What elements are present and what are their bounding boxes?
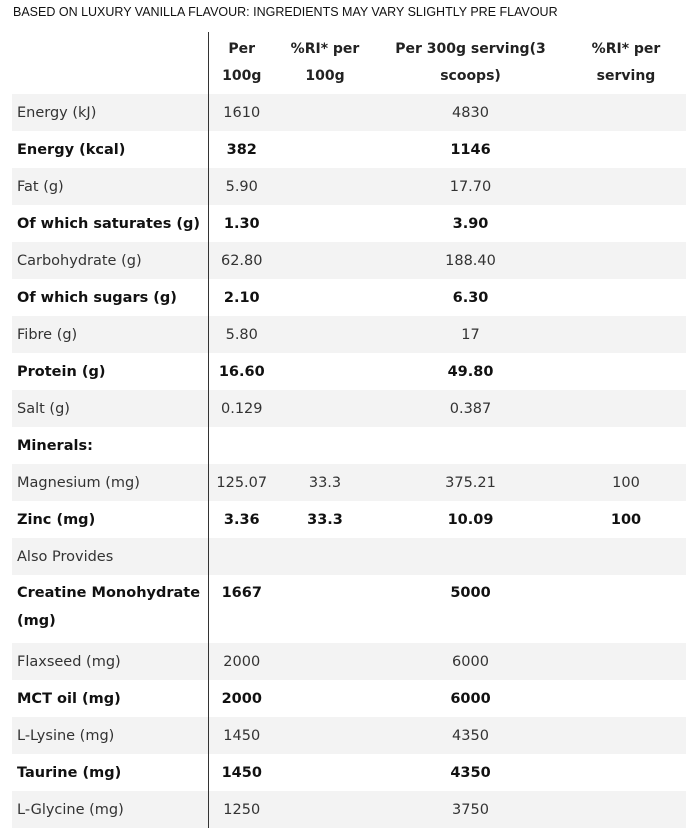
ri-per-100g	[275, 316, 375, 353]
nutrient-name: Taurine (mg)	[17, 764, 122, 781]
value-per-serving: 5000	[450, 585, 491, 601]
table-row	[12, 575, 686, 643]
table-row	[12, 94, 686, 131]
table-row	[12, 168, 686, 205]
table-row	[12, 754, 686, 791]
value-per-serving: 17.70	[375, 168, 566, 205]
header-ri-per-100g: %RI* per 100g	[290, 41, 360, 84]
ri-per-serving	[566, 168, 686, 205]
ri-per-serving	[566, 131, 686, 168]
flavour-note: BASED ON LUXURY VANILLA FLAVOUR: INGREDIENTS MAY VARY SLIGHTLY PRE FLAVOUR	[13, 5, 558, 19]
value-per-serving: 4350	[375, 717, 566, 754]
table-row	[12, 316, 686, 353]
nutrient-name: Minerals:	[17, 437, 93, 454]
value-per-100g	[208, 427, 275, 464]
ri-per-serving	[566, 390, 686, 427]
value-per-100g: 1250	[208, 791, 275, 828]
value-per-serving: 17	[375, 316, 566, 353]
value-per-serving: 1146	[450, 141, 491, 158]
header-ri-per-serving: %RI* per serving	[591, 41, 661, 84]
table-row	[12, 680, 686, 717]
nutrition-table	[12, 32, 686, 828]
ri-per-100g	[275, 94, 375, 131]
nutrient-name: Magnesium (mg)	[12, 464, 208, 501]
ri-per-100g	[275, 131, 375, 168]
value-per-100g: 3.36	[208, 501, 275, 538]
table-row	[12, 501, 686, 538]
ri-per-serving	[566, 316, 686, 353]
value-per-100g: 5.90	[208, 168, 275, 205]
value-per-serving: 4830	[375, 94, 566, 131]
ri-per-100g	[275, 791, 375, 828]
header-row	[12, 32, 686, 94]
ri-per-100g: 33.3	[307, 511, 343, 528]
ri-per-100g	[275, 680, 375, 717]
ri-per-serving	[566, 427, 686, 464]
ri-per-100g	[275, 390, 375, 427]
ri-per-100g	[275, 754, 375, 791]
value-per-100g: 125.07	[208, 464, 275, 501]
value-per-100g: 2000	[208, 643, 275, 680]
table-row	[12, 717, 686, 754]
table-row	[12, 538, 686, 575]
value-per-100g	[208, 538, 275, 575]
value-per-100g: 1610	[208, 94, 275, 131]
ri-per-100g	[275, 279, 375, 316]
nutrient-name: Zinc (mg)	[17, 511, 96, 528]
ri-per-serving: 100	[566, 464, 686, 501]
value-per-100g: 1450	[208, 754, 275, 791]
ri-per-serving	[566, 680, 686, 717]
nutrition-rows	[12, 94, 686, 828]
ri-per-serving	[566, 791, 686, 828]
ri-per-100g	[275, 205, 375, 242]
header-per-serving: Per 300g serving(3 scoops)	[395, 41, 546, 84]
nutrient-name: Also Provides	[12, 538, 208, 575]
value-per-100g: 2.10	[208, 279, 275, 316]
ri-per-100g	[275, 427, 375, 464]
table-row	[12, 205, 686, 242]
nutrient-name: Carbohydrate (g)	[12, 242, 208, 279]
table-row	[12, 643, 686, 680]
value-per-100g: 1667	[208, 575, 275, 643]
ri-per-serving	[566, 94, 686, 131]
header-per-100g: Per 100g	[208, 32, 275, 94]
ri-per-100g	[275, 538, 375, 575]
header-nutrient	[12, 32, 208, 94]
ri-per-100g	[275, 168, 375, 205]
ri-per-100g	[275, 643, 375, 680]
table-row	[12, 464, 686, 501]
table-row	[12, 353, 686, 390]
nutrient-name: Of which saturates (g)	[17, 215, 201, 232]
ri-per-serving	[566, 353, 686, 390]
value-per-serving: 0.387	[375, 390, 566, 427]
table-row	[12, 131, 686, 168]
ri-per-serving: 100	[610, 511, 642, 528]
nutrient-name: L-Glycine (mg)	[12, 791, 208, 828]
nutrient-name: Salt (g)	[12, 390, 208, 427]
table-row	[12, 791, 686, 828]
value-per-serving: 6000	[450, 690, 491, 707]
value-per-serving: 3750	[375, 791, 566, 828]
value-per-100g: 1450	[208, 717, 275, 754]
table-row	[12, 242, 686, 279]
value-per-serving: 6.30	[452, 289, 489, 306]
ri-per-100g: 33.3	[275, 464, 375, 501]
ri-per-serving	[566, 717, 686, 754]
nutrient-name: MCT oil (mg)	[17, 690, 121, 707]
value-per-serving: 6000	[375, 643, 566, 680]
ri-per-100g	[275, 717, 375, 754]
nutrient-name: Flaxseed (mg)	[12, 643, 208, 680]
nutrient-name: Fibre (g)	[12, 316, 208, 353]
nutrient-name: Energy (kcal)	[17, 141, 126, 158]
value-per-100g: 0.129	[208, 390, 275, 427]
value-per-serving: 4350	[450, 764, 491, 781]
value-per-serving: 3.90	[452, 215, 489, 232]
table-row	[12, 427, 686, 464]
table-row	[12, 390, 686, 427]
value-per-serving	[375, 427, 566, 464]
value-per-serving: 10.09	[447, 511, 494, 528]
nutrient-name: Protein (g)	[17, 363, 106, 380]
ri-per-serving	[566, 575, 686, 643]
nutrient-name: Of which sugars (g)	[17, 289, 177, 306]
value-per-serving: 49.80	[447, 363, 494, 380]
value-per-100g: 382	[208, 131, 275, 168]
ri-per-serving	[566, 205, 686, 242]
ri-per-100g	[275, 242, 375, 279]
nutrient-name: Creatine Monohydrate (mg)	[17, 585, 201, 629]
value-per-100g: 62.80	[208, 242, 275, 279]
nutrient-name: Energy (kJ)	[12, 94, 208, 131]
ri-per-100g	[275, 353, 375, 390]
ri-per-serving	[566, 538, 686, 575]
value-per-100g: 1.30	[208, 205, 275, 242]
ri-per-serving	[566, 242, 686, 279]
value-per-100g: 2000	[208, 680, 275, 717]
value-per-100g: 5.80	[208, 316, 275, 353]
value-per-serving: 375.21	[375, 464, 566, 501]
ri-per-serving	[566, 279, 686, 316]
nutrient-name: Fat (g)	[12, 168, 208, 205]
table-row	[12, 279, 686, 316]
nutrient-name: L-Lysine (mg)	[12, 717, 208, 754]
value-per-100g: 16.60	[208, 353, 275, 390]
ri-per-serving	[566, 643, 686, 680]
value-per-serving: 188.40	[375, 242, 566, 279]
value-per-serving	[375, 538, 566, 575]
ri-per-serving	[566, 754, 686, 791]
ri-per-100g	[275, 575, 375, 643]
